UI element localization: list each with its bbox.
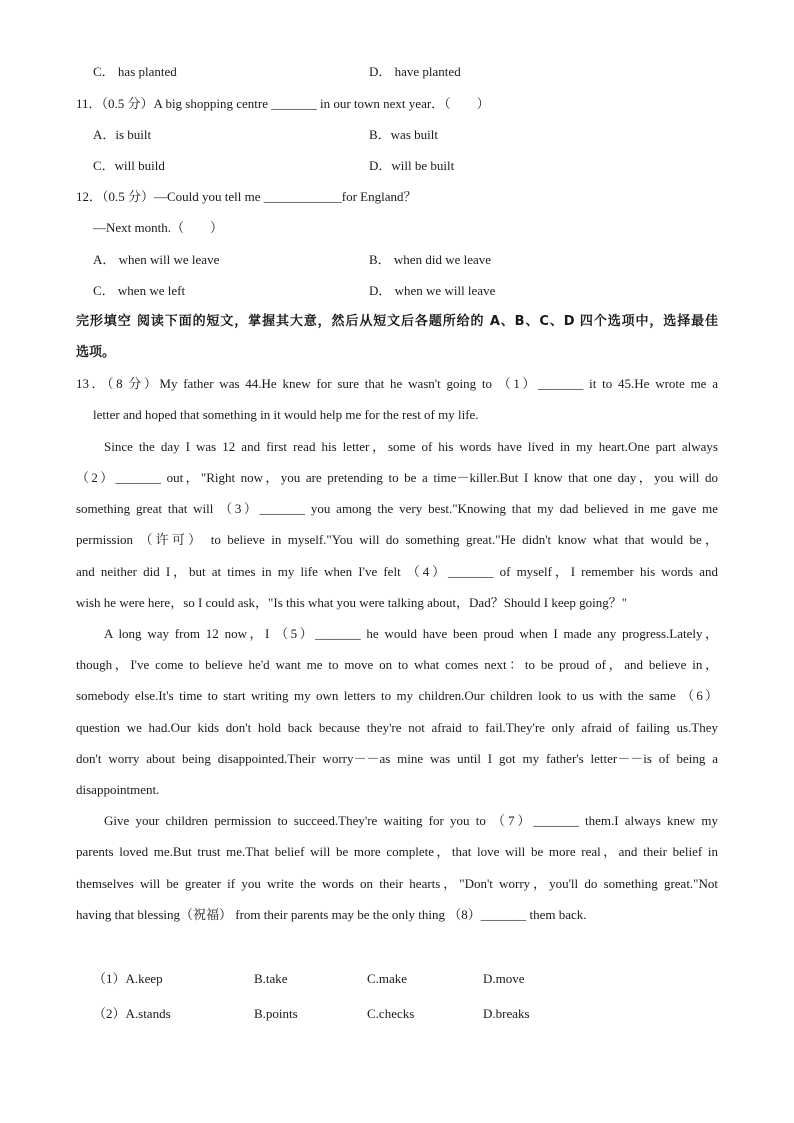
- passage-line: Give your children permission to succeed.They're waiting for you to （7）_______ them.I always knew my: [104, 813, 718, 828]
- q11-stem: 11．（0.5 分）A big shopping centre _______ in our town next year．（ ）: [76, 96, 490, 111]
- q10-option-d: D． have planted: [369, 64, 461, 79]
- q12-option-b: B． when did we leave: [369, 252, 492, 267]
- cloze-instruction-cont: 选项。: [76, 345, 116, 360]
- q12-stem: 12．（0.5 分）—Could you tell me ____________for England？: [76, 189, 417, 204]
- passage-line: letter and hoped that something in it would help me for the rest of my life.: [93, 407, 479, 422]
- q11-option-c: C．will build: [93, 158, 165, 173]
- passage-line: （2）_______ out，"Right now，you are pretending to be a time－killer.But I know that one day，you will do: [76, 470, 718, 485]
- q12-option-d: D． when we will leave: [369, 283, 496, 298]
- passage-line: wish he were here，so I could ask，"Is this what you were talking about，Dad？Should I keep going？": [76, 595, 628, 610]
- passage-line: something great that will （3）_______ you among the very best."Knowing that my dad believed in me gave me: [76, 501, 718, 516]
- q11-option-b: B．was built: [369, 127, 438, 142]
- q10-option-c: C． has planted: [93, 64, 177, 79]
- choice-1-b: B.take: [254, 971, 288, 986]
- passage-line: A long way from 12 now，I （5）_______ he would have been proud when I made any progress.Lately，: [104, 626, 718, 641]
- cloze-instruction: 完形填空 阅读下面的短文，掌握其大意，然后从短文后各题所给的 A、B、C、D 四个选项中，选择最佳: [76, 314, 718, 329]
- q12-option-a: A． when will we leave: [93, 252, 220, 267]
- q11-option-a: A．is built: [93, 127, 152, 142]
- choice-1-c: C.make: [367, 971, 408, 986]
- passage-line: don't worry about being disappointed.Their worry－－as mine was until I got my father's letter－－is of being a: [76, 751, 718, 766]
- passage-line: though，I've come to believe he'd want me to move on to what comes next：to be proud of，and believe in，: [76, 657, 718, 672]
- passage-line: Since the day I was 12 and first read his letter，some of his words have lived in my heart.One part always: [104, 439, 718, 454]
- passage-line: themselves will be greater if you write the words on their hearts，"Don't worry，you'll do something great."Not: [76, 876, 718, 891]
- passage-line: 13．（8 分）My father was 44.He knew for sure that he wasn't going to （1）_______ it to 45.He wrote me a: [76, 376, 718, 391]
- choice-1-d: D.move: [483, 971, 525, 986]
- passage-line: somebody else.It's time to start writing my own letters to my children.Our children look to us with the same （6）: [76, 688, 718, 703]
- choice-2-b: B.points: [254, 1006, 298, 1021]
- passage-line: disappointment.: [76, 782, 160, 797]
- q11-option-d: D．will be built: [369, 158, 455, 173]
- q12-option-c: C． when we left: [93, 283, 186, 298]
- passage-line: having that blessing（祝福） from their parents may be the only thing （8）_______ them back.: [76, 907, 587, 922]
- passage-line: permission （许可） to believe in myself."You will do something great."He didn't know what that would be，: [76, 532, 718, 547]
- q12-answer-line: —Next month.（ ）: [93, 220, 223, 235]
- choice-1-a: （1）A.keep: [93, 971, 163, 986]
- passage-line: question we had.Our kids don't hold back because they're not afraid to fail.They're only afraid of failing us.They: [76, 720, 718, 735]
- choice-2-d: D.breaks: [483, 1006, 530, 1021]
- choice-2-a: （2）A.stands: [93, 1006, 171, 1021]
- choice-2-c: C.checks: [367, 1006, 415, 1021]
- passage-line: parents loved me.But trust me.That belief will be more complete，that love will be more real，and their belief in: [76, 844, 718, 859]
- passage-line: and neither did I，but at times in my life when I've felt （4）_______ of myself，I remember his words and: [76, 564, 718, 579]
